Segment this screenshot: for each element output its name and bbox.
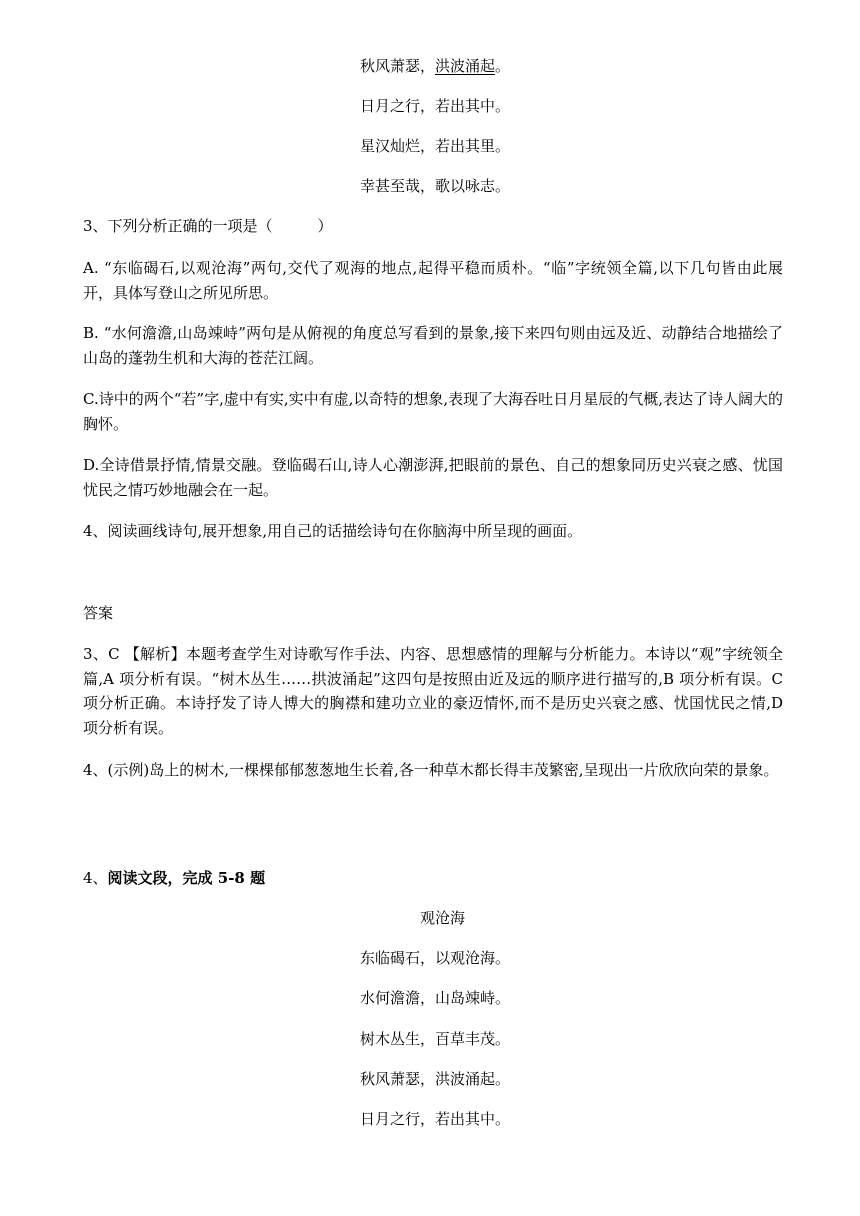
poem-line: 幸甚至哉，歌以咏志。 — [360, 177, 511, 195]
underlined-verse: 洪波涌起 — [435, 57, 496, 75]
poem-line: 星汉灿烂，若出其里。 — [360, 137, 511, 155]
option-b: B. “水何澹澹,山岛竦峙”两句是从俯视的角度总写看到的景象,接下来四句则由远及近、动静结合地描绘了山岛的蓬勃生机和大海的苍茫江阔。 — [83, 324, 783, 367]
poem-line-text: 秋风萧瑟， — [360, 57, 436, 75]
option-a: A. “东临碣石,以观沧海”两句,交代了观海的地点,起得平稳而质朴。“临”字统领全篇,以下几句皆由此展开，具体写登山之所见所思。 — [83, 259, 783, 302]
poem-line: 东临碣石，以观沧海。 — [360, 949, 511, 967]
poem-line-punct: 。 — [495, 57, 511, 75]
answer-4: 4、(示例)岛上的树木,一棵棵郁郁葱葱地生长着,各一种草木都长得丰茂繁密,呈现出一片欣欣向荣的景象。 — [83, 761, 779, 779]
section-number: 4、 — [83, 869, 108, 887]
poem-line: 树木丛生，百草丰茂。 — [360, 1030, 511, 1048]
poem-title: 观沧海 — [420, 909, 466, 927]
poem-line: 秋风萧瑟，洪波涌起。 — [360, 1070, 511, 1088]
answer-heading: 答案 — [83, 604, 114, 622]
poem-line: 日月之行，若出其中。 — [360, 1110, 511, 1128]
question-3-stem: 3、下列分析正确的一项是（ ） — [83, 217, 333, 235]
poem-line-autumn — [360, 56, 660, 76]
poem-line: 日月之行，若出其中。 — [360, 97, 511, 115]
section-heading-text: 阅读文段，完成 5-8 题 — [107, 869, 266, 887]
section-4-heading — [83, 866, 783, 891]
option-d: D.全诗借景抒情,情景交融。登临碣石山,诗人心潮澎湃,把眼前的景色、自己的想象同历史兴衰之感、忧国忧民之情巧妙地融会在一起。 — [83, 456, 783, 499]
option-c: C.诗中的两个“若”字,虚中有实,实中有虚,以奇特的想象,表现了大海吞吐日月星辰的气概,表达了诗人阔大的胸怀。 — [83, 390, 783, 433]
answer-3: 3、C 【解析】本题考查学生对诗歌写作手法、内容、思想感情的理解与分析能力。本诗以“观”字统领全篇,A 项分析有误。“树木丛生……拱波涌起”这四句是按照由近及远的顺序进行描写的,B 项分析有误。C 项分析正确。本诗抒发了诗人博大的胸襟和建功立业的豪迈情怀,而不是历史兴衰之感、忧国忧民之情,D 项分析有误。 — [83, 645, 783, 737]
question-4-stem: 4、阅读画线诗句,展开想象,用自己的话描绘诗句在你脑海中所呈现的画面。 — [83, 522, 583, 540]
poem-line: 水何澹澹，山岛竦峙。 — [360, 989, 511, 1007]
